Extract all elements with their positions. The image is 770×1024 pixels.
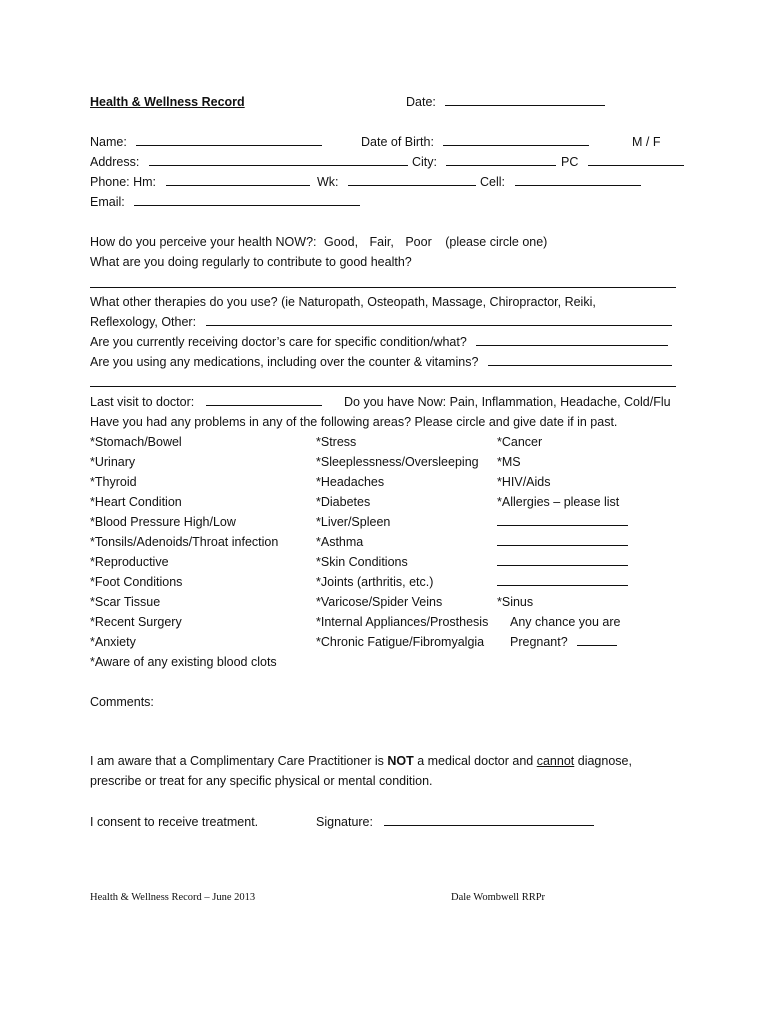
- name-label: Name:: [90, 135, 127, 149]
- date-label: Date:: [406, 95, 436, 109]
- date-row: [406, 94, 605, 110]
- form-title: Health & Wellness Record: [90, 95, 245, 109]
- good-health-question: What are you doing regularly to contribute to good health?: [90, 255, 412, 269]
- city-field[interactable]: [446, 154, 556, 166]
- pc-label: PC: [561, 155, 579, 169]
- disclaimer-line-1: I am aware that a Complimentary Care Practitioner is NOT a medical doctor and cannot diagnose,: [90, 754, 632, 768]
- current-symptoms-question[interactable]: Do you have Now: Pain, Inflammation, Headache, Cold/Flu: [344, 395, 671, 409]
- pregnant-field[interactable]: [577, 634, 617, 646]
- condition-item[interactable]: *Joints (arthritis, etc.): [316, 575, 434, 589]
- last-visit-field[interactable]: [206, 394, 322, 406]
- cell-row: [480, 174, 641, 190]
- phone-work-field[interactable]: [348, 174, 476, 186]
- allergies-line-1[interactable]: [497, 514, 628, 530]
- condition-item[interactable]: *Reproductive: [90, 555, 169, 569]
- consent-text: I consent to receive treatment.: [90, 815, 259, 829]
- date-field[interactable]: [445, 94, 605, 106]
- address-row: [90, 154, 408, 170]
- wk-label: Wk:: [317, 175, 339, 189]
- phone-row: [90, 174, 310, 190]
- condition-item[interactable]: *Headaches: [316, 475, 385, 489]
- doctor-care-question: Are you currently receiving doctor’s care for specific condition/what?: [90, 335, 467, 349]
- email-label: Email:: [90, 195, 125, 209]
- cannot-emphasis: cannot: [536, 754, 575, 768]
- condition-item[interactable]: *Chronic Fatigue/Fibromyalgia: [316, 635, 485, 649]
- phone-home-field[interactable]: [166, 174, 310, 186]
- signature-label: Signature:: [316, 815, 373, 829]
- condition-item[interactable]: *Tonsils/Adenoids/Throat infection: [90, 535, 279, 549]
- medications-question: Are you using any medications, including over the counter & vitamins?: [90, 355, 479, 369]
- last-visit-label: Last visit to doctor:: [90, 395, 195, 409]
- health-perception-prefix: How do you perceive your health NOW?:: [90, 235, 317, 249]
- allergies-line-2[interactable]: [497, 534, 628, 550]
- option-good[interactable]: Good,: [323, 235, 359, 249]
- last-visit-row: [90, 394, 322, 410]
- therapies-question: What other therapies do you use? (ie Naturopath, Osteopath, Massage, Chiropractor, Reiki,: [90, 295, 596, 309]
- option-fair[interactable]: Fair,: [369, 235, 394, 249]
- condition-item[interactable]: *Stomach/Bowel: [90, 435, 182, 449]
- condition-item[interactable]: *MS: [497, 455, 521, 469]
- email-field[interactable]: [134, 194, 360, 206]
- condition-item[interactable]: *Liver/Spleen: [316, 515, 391, 529]
- doctor-care-row: [90, 334, 668, 350]
- pregnant-row: [510, 634, 617, 650]
- footer-left: Health & Wellness Record – June 2013: [90, 892, 256, 903]
- email-row: [90, 194, 360, 210]
- circle-one-note: (please circle one): [445, 235, 548, 249]
- city-label: City:: [412, 155, 437, 169]
- signature-field[interactable]: [384, 814, 594, 826]
- address-field[interactable]: [149, 154, 408, 166]
- doctor-care-field[interactable]: [476, 334, 668, 346]
- condition-item[interactable]: *Aware of any existing blood clots: [90, 655, 277, 669]
- condition-item[interactable]: *HIV/Aids: [497, 475, 551, 489]
- disclaimer-line-2: prescribe or treat for any specific physical or mental condition.: [90, 774, 433, 788]
- phone-cell-field[interactable]: [515, 174, 641, 186]
- condition-item[interactable]: *Cancer: [497, 435, 543, 449]
- pc-field[interactable]: [588, 154, 684, 166]
- condition-item[interactable]: *Varicose/Spider Veins: [316, 595, 443, 609]
- condition-item[interactable]: *Urinary: [90, 455, 136, 469]
- therapies-other-label: Reflexology, Other:: [90, 315, 197, 329]
- condition-item[interactable]: *Foot Conditions: [90, 575, 183, 589]
- phone-label: Phone: Hm:: [90, 175, 157, 189]
- health-perception-question: [90, 234, 547, 250]
- pregnant-label: Pregnant?: [510, 635, 568, 649]
- medications-field[interactable]: [488, 354, 672, 366]
- condition-item[interactable]: *Stress: [316, 435, 357, 449]
- good-health-answer-line[interactable]: [90, 287, 676, 288]
- dob-field[interactable]: [443, 134, 589, 146]
- option-poor[interactable]: Poor: [405, 235, 432, 249]
- pc-row: [561, 154, 684, 170]
- condition-item[interactable]: *Scar Tissue: [90, 595, 161, 609]
- condition-item[interactable]: *Thyroid: [90, 475, 137, 489]
- condition-item[interactable]: *Skin Conditions: [316, 555, 408, 569]
- condition-item[interactable]: *Recent Surgery: [90, 615, 182, 629]
- condition-item[interactable]: *Heart Condition: [90, 495, 182, 509]
- name-field[interactable]: [136, 134, 322, 146]
- wk-row: [317, 174, 476, 190]
- condition-item[interactable]: *Blood Pressure High/Low: [90, 515, 236, 529]
- address-label: Address:: [90, 155, 140, 169]
- therapies-other-field[interactable]: [206, 314, 672, 326]
- allergies-line-3[interactable]: [497, 554, 628, 570]
- footer-right: Dale Wombwell RRPr: [451, 892, 546, 903]
- sex-options[interactable]: M / F: [632, 135, 661, 149]
- condition-item[interactable]: *Asthma: [316, 535, 364, 549]
- city-row: [412, 154, 556, 170]
- condition-item[interactable]: *Sleeplessness/Oversleeping: [316, 455, 479, 469]
- medications-answer-line[interactable]: [90, 386, 676, 387]
- condition-item[interactable]: *Diabetes: [316, 495, 371, 509]
- dob-label: Date of Birth:: [361, 135, 434, 149]
- not-emphasis: NOT: [387, 754, 414, 768]
- dob-row: [361, 134, 589, 150]
- name-row: [90, 134, 322, 150]
- pregnancy-question: Any chance you are: [510, 615, 621, 629]
- comments-label: Comments:: [90, 695, 154, 709]
- problem-areas-question: Have you had any problems in any of the following areas? Please circle and give date if in past.: [90, 415, 618, 429]
- condition-item[interactable]: *Internal Appliances/Prosthesis: [316, 615, 489, 629]
- signature-row: [316, 814, 594, 830]
- medications-row: [90, 354, 672, 370]
- therapies-other-row: [90, 314, 672, 330]
- allergies-line-4[interactable]: [497, 574, 628, 590]
- cell-label: Cell:: [480, 175, 506, 189]
- condition-item[interactable]: *Sinus: [497, 595, 534, 609]
- condition-item[interactable]: *Anxiety: [90, 635, 136, 649]
- condition-item[interactable]: *Allergies – please list: [497, 495, 620, 509]
